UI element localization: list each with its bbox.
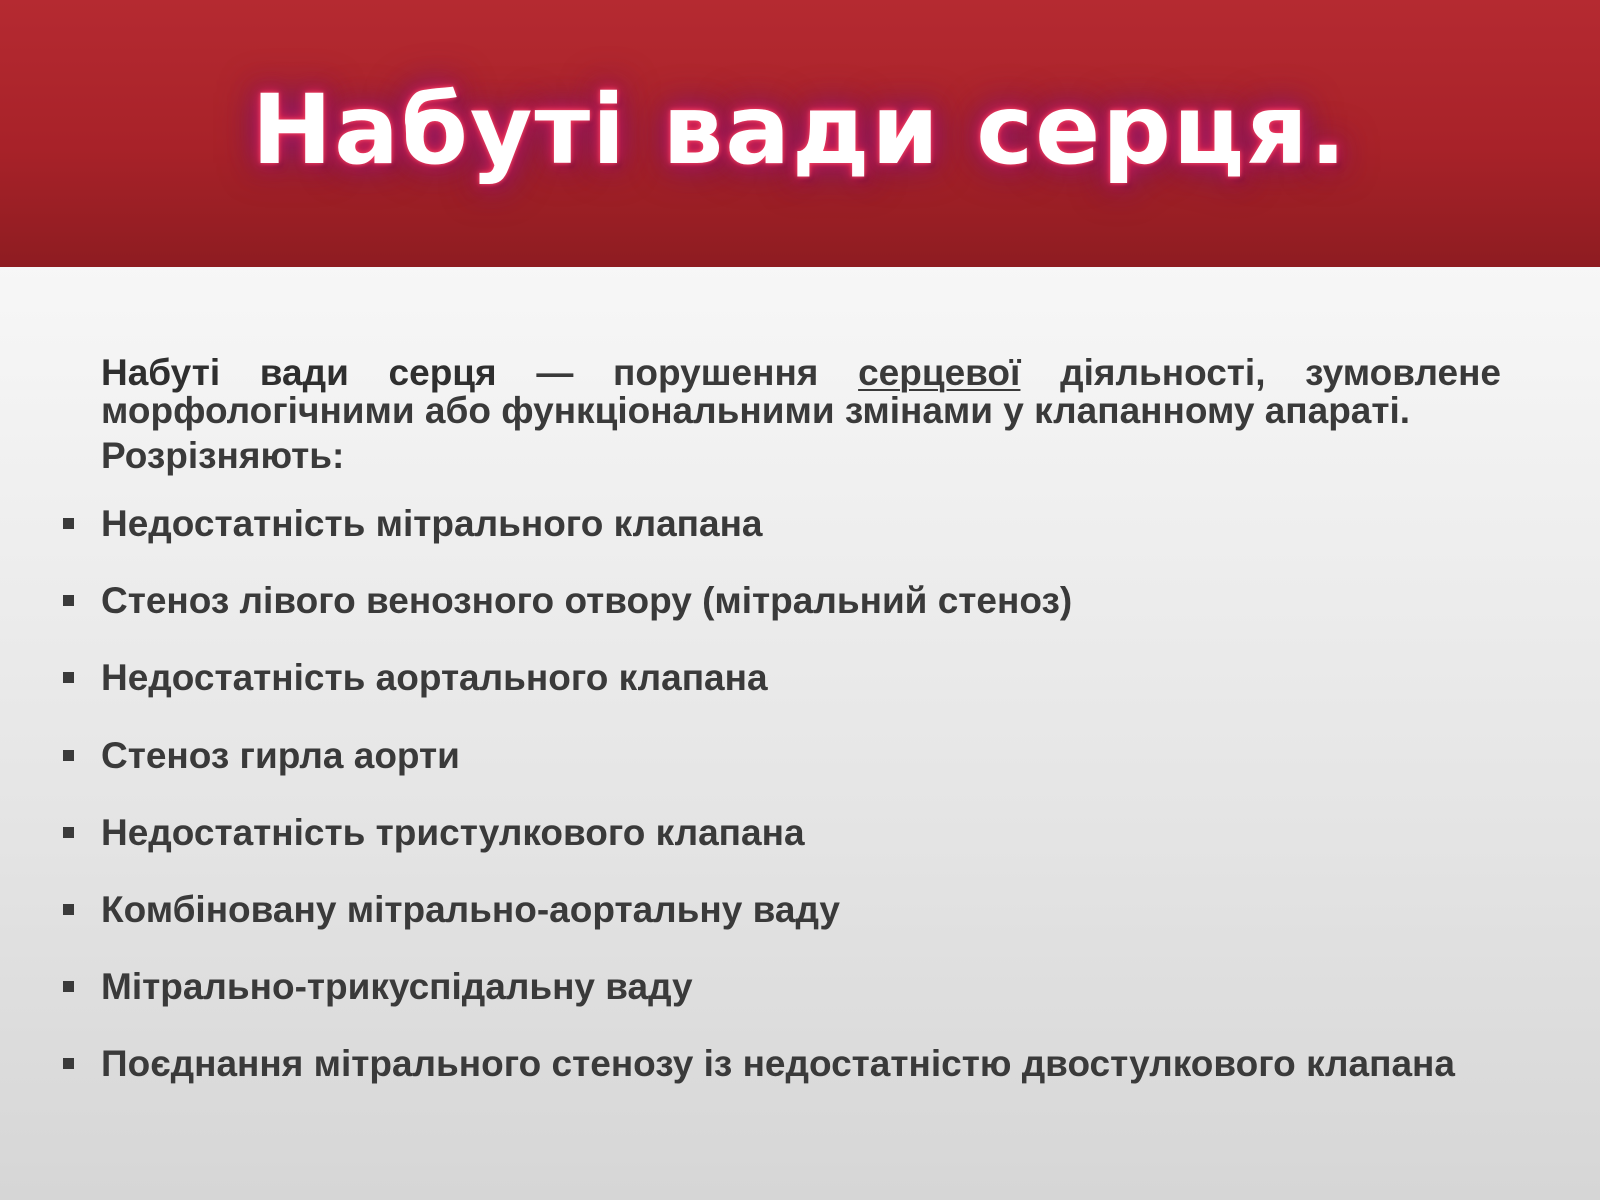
list-item <box>0 657 1600 734</box>
square-bullet-icon <box>63 827 74 838</box>
list-item <box>0 1043 1600 1120</box>
list-item <box>0 812 1600 889</box>
square-bullet-icon <box>63 750 74 761</box>
definition-paragraph <box>101 354 1501 430</box>
square-bullet-icon <box>63 595 74 606</box>
list-item <box>0 735 1600 812</box>
list-item-text: Недостатність аортального клапана <box>101 657 768 699</box>
definition-dash: — порушення <box>496 352 859 393</box>
list-item-text: Стеноз лівого венозного отвору (мітральний стеноз) <box>101 580 1073 622</box>
defects-list <box>0 503 1600 1121</box>
square-bullet-icon <box>63 904 74 915</box>
square-bullet-icon <box>63 518 74 529</box>
list-item-text: Мітрально-трикуспідальну ваду <box>101 966 693 1008</box>
list-item-text: Стеноз гирла аорти <box>101 734 460 776</box>
slide-title: Набуті вади серця. <box>251 73 1349 186</box>
square-bullet-icon <box>63 981 74 992</box>
slide-content <box>0 267 1600 1200</box>
heart-activity-link[interactable]: серцевої <box>858 352 1021 393</box>
square-bullet-icon <box>63 1058 74 1069</box>
list-item <box>0 580 1600 657</box>
definition-rest: діяльності, зумовлене морфологічними або функціональними змінами у клапанному апараті. <box>101 352 1501 431</box>
definition-term: Набуті вади серця <box>101 352 497 393</box>
list-item-text: Поєднання мітрального стенозу із недостатністю двостулкового клапана <box>101 1043 1455 1085</box>
square-bullet-icon <box>63 672 74 683</box>
title-banner <box>0 0 1600 267</box>
list-item-text: Комбіновану мітрально-аортальну ваду <box>101 888 840 930</box>
list-item-text: Недостатність тристулкового клапана <box>101 811 805 853</box>
list-item <box>0 966 1600 1043</box>
list-item <box>0 889 1600 966</box>
list-item <box>0 503 1600 580</box>
intro-label: Розрізняють: <box>101 435 345 476</box>
list-item-text: Недостатність мітрального клапана <box>101 503 763 544</box>
